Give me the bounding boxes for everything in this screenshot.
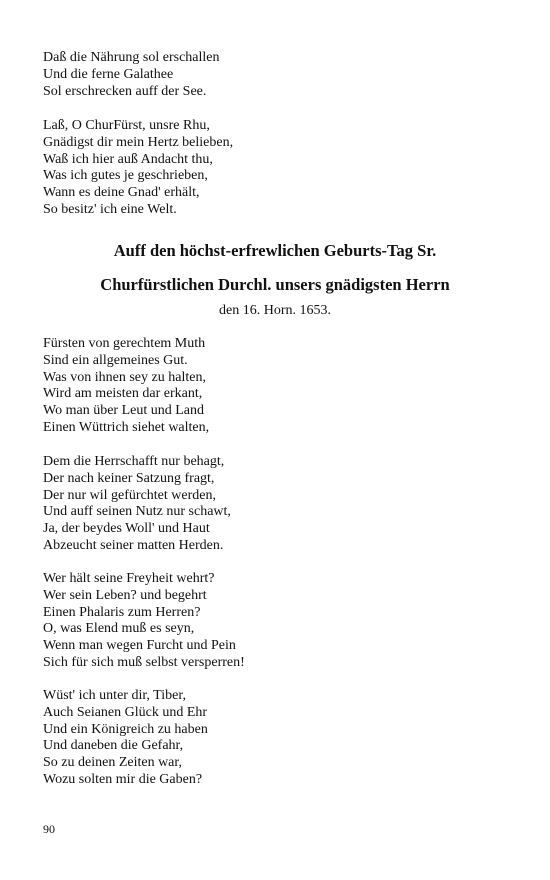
verse-line: Und die ferne Galathee (43, 66, 174, 82)
verse-line: Sind ein allgemeines Gut. (43, 352, 188, 368)
verse-line: Und auff seinen Nutz nur schawt, (43, 504, 231, 520)
verse-line: Dem die Herrschafft nur behagt, (43, 454, 225, 469)
verse-line: Was ich gutes je geschrieben, (43, 168, 208, 184)
verse-line: O, was Elend muß es seyn, (43, 621, 195, 637)
stanza-4 (43, 688, 208, 789)
verse-line: Auch Seianen Glück und Ehr (43, 704, 208, 720)
verse-line: Was von ihnen sey zu halten, (43, 369, 206, 385)
page-number: 90 (43, 822, 55, 836)
verse-line: Und daneben die Gefahr, (43, 738, 184, 754)
stanza-1 (43, 336, 209, 437)
verse-line: Laß, O ChurFürst, unsre Rhu, (43, 118, 210, 133)
verse-line: So zu deinen Zeiten war, (43, 755, 183, 771)
verse-line: Waß ich hier auß Andacht thu, (43, 151, 213, 167)
verse-line: Der nach keiner Satzung fragt, (43, 470, 215, 486)
verse-line: Einen Wüttrich siehet walten, (43, 419, 210, 435)
verse-line: Wer sein Leben? und begehrt (43, 587, 207, 603)
verse-line: Gnädigst dir mein Hertz belieben, (43, 134, 234, 150)
verse-line: Wozu solten mir die Gaben? (43, 771, 203, 787)
verse-line: Daß die Nährung sol erschallen (43, 50, 220, 65)
stanza-2 (43, 454, 231, 555)
verse-line: So besitz' ich eine Welt. (43, 201, 177, 217)
verse-line: Sol erschrecken auff der See. (43, 83, 207, 99)
verse-line: Fürsten von gerechtem Muth (43, 336, 206, 351)
poem-title-line-2: Churfürstlichen Durchl. unsers gnädigsten Herrn (100, 275, 450, 294)
verse-line: Wer hält seine Freyheit wehrt? (43, 571, 215, 586)
verse-line: Wüst' ich unter dir, Tiber, (43, 688, 186, 703)
stanza-prev-1 (43, 50, 220, 100)
verse-line: Wann es deine Gnad' erhält, (43, 185, 200, 201)
stanza-3 (43, 571, 245, 672)
verse-line: Ja, der beydes Woll' und Haut (43, 521, 210, 537)
verse-line: Wo man über Leut und Land (43, 403, 204, 419)
verse-line: Abzeucht seiner matten Herden. (43, 537, 224, 553)
poem-dateline: den 16. Horn. 1653. (219, 303, 331, 318)
verse-line: Und ein Königreich zu haben (43, 721, 208, 737)
verse-line: Der nur wil gefürchtet werden, (43, 487, 216, 503)
verse-line: Sich für sich muß selbst versperren! (43, 654, 245, 670)
verse-line: Einen Phalaris zum Herren? (43, 604, 201, 620)
verse-line: Wird am meisten dar erkant, (43, 386, 203, 402)
verse-line: Wenn man wegen Furcht und Pein (43, 638, 236, 654)
stanza-prev-2 (43, 118, 233, 219)
poem-title-line-1: Auff den höchst-erfrewlichen Geburts-Tag Sr. (113, 241, 437, 260)
